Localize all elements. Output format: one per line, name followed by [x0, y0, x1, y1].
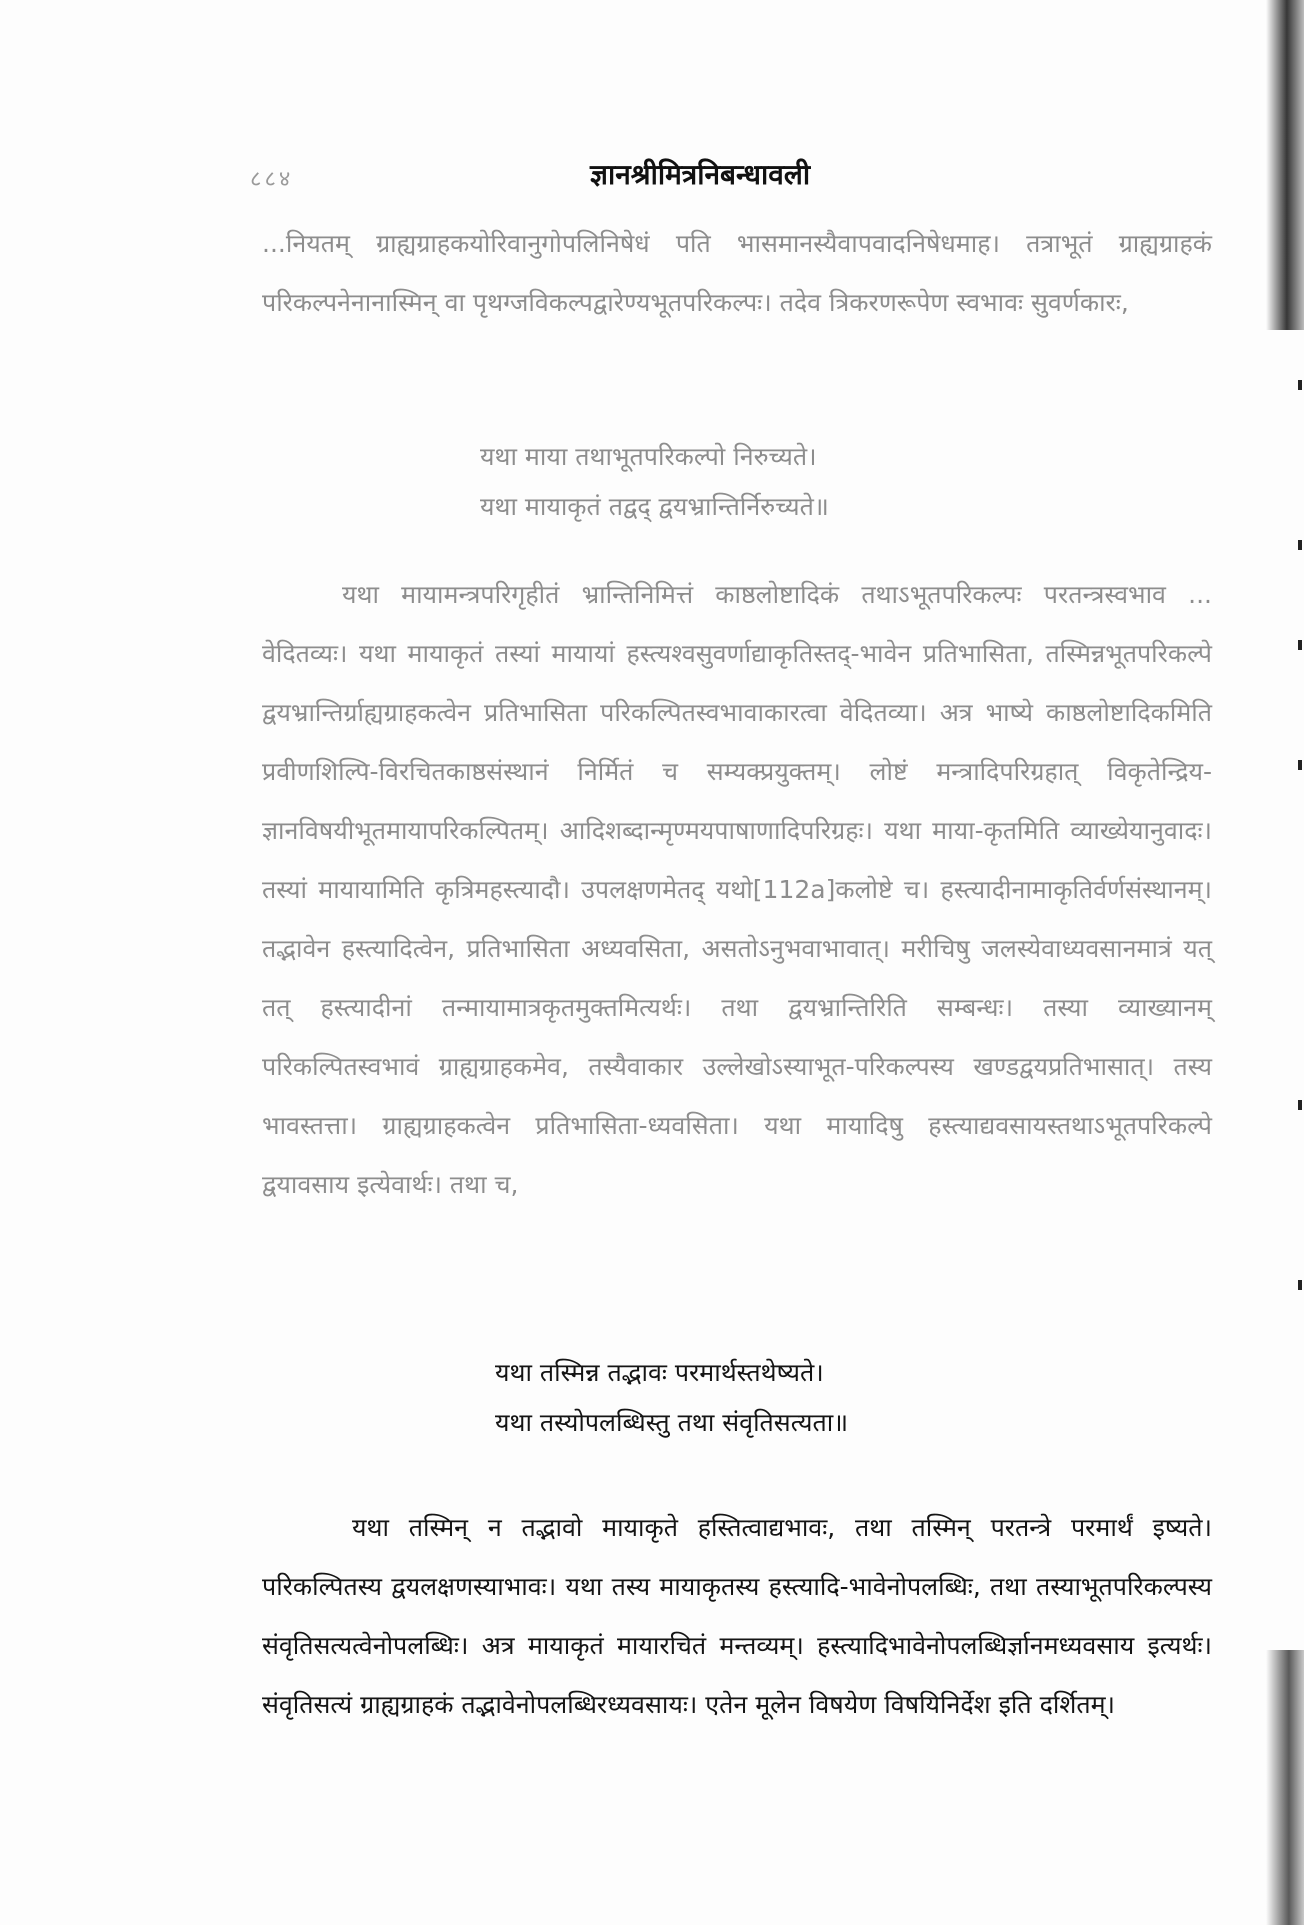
page-edge-mark — [1298, 540, 1302, 550]
page-header — [240, 155, 1210, 195]
page-edge-mark — [1298, 380, 1302, 390]
page-edge-shadow-bottom — [1266, 1650, 1304, 1925]
page-edge-mark — [1298, 1100, 1302, 1110]
paragraph-2: यथा मायामन्त्रपरिगृहीतं भ्रान्तिनिमित्तं काष्ठलोष्टादिकं तथाऽभूतपरिकल्पः परतन्त्रस्वभाव ... वेदितव्यः। यथा मायाकृतं तस्यां मायायां हस्त्यश्वसुवर्णाद्याकृतिस्तद्-भावेन प्रतिभासिता, तस्मिन्नभूतपरिकल्पे द्वयभ्रान्तिर्ग्राह्यग्राहकत्वेन प्रतिभासिता परिकल्पितस्वभावाकारत्वा वेदितव्या। अत्र भाष्ये काष्ठलोष्टादिकमिति प्रवीणशिल्पि-विरचितकाष्ठसंस्थानं निर्मितं च सम्यक्प्रयुक्तम्। लोष्टं मन्त्रादिपरिग्रहात् विकृतेन्द्रिय-ज्ञानविषयीभूतमायापरिकल्पितम्। आदिशब्दान्मृण्मयपाषाणादिपरिग्रहः। यथा माया-कृतमिति व्याख्येयानुवादः। तस्यां मायायामिति कृत्रिमहस्त्यादौ। उपलक्षणमेतद् यथो[112a]कलोष्टे च। हस्त्यादीनामाकृतिर्वर्णसंस्थानम्। तद्भावेन हस्त्यादित्वेन, प्रतिभासिता अध्यवसिता, असतोऽनुभवाभावात्। मरीचिषु जलस्येवाध्यवसानमात्रं यत् तत् हस्त्यादीनां तन्मायामात्रकृतमुक्तमित्यर्थः। तथा द्वयभ्रान्तिरिति सम्बन्धः। तस्या व्याख्यानम् परिकल्पितस्वभावं ग्राह्यग्राहकमेव, तस्यैवाकार उल्लेखोऽस्याभूत-परिकल्पस्य खण्डद्वयप्रतिभासात्। तस्य भावस्तत्ता। ग्राह्यग्राहकत्वेन प्रतिभासिता-ध्यवसिता। यथा मायादिषु हस्त्याद्यवसायस्तथाऽभूतपरिकल्पे द्वयावसाय इत्येवार्थः। तथा च, — [262, 580, 1212, 1199]
verse-2-line-2: यथा तस्योपलब्धिस्तु तथा संवृतिसत्यता॥ — [495, 1408, 849, 1437]
verse-2-line-1: यथा तस्मिन्न तद्भावः परमार्थस्तथेष्यते। — [495, 1358, 824, 1387]
page-edge-mark — [1298, 1280, 1302, 1290]
verse-2 — [495, 1348, 848, 1448]
page-edge-mark — [1298, 760, 1302, 770]
verse-1 — [480, 432, 829, 532]
paragraph-1: ...नियतम् ग्राह्यग्राहकयोरिवानुगोपलिनिषेधं पति भासमानस्यैवापवादनिषेधमाह। तत्राभूतं ग्राह्यग्राहकं परिकल्पनेनानास्मिन् वा पृथग्जविकल्पद्वारेण्यभूतपरिकल्पः। तदेव त्रिकरणरूपेण स्वभावः सुवर्णकारः, — [262, 229, 1212, 317]
running-title: ज्ञानश्रीमित्रनिबन्धावली — [590, 158, 811, 191]
paragraph-3: यथा तस्मिन् न तद्भावो मायाकृते हस्तित्वाद्यभावः, तथा तस्मिन् परतन्त्रे परमार्थं इष्यते। परिकल्पितस्य द्वयलक्षणस्याभावः। यथा तस्य मायाकृतस्य हस्त्यादि-भावेनोपलब्धिः, तथा तस्याभूतपरिकल्पस्य संवृतिसत्यत्वेनोपलब्धिः। अत्र मायाकृतं मायारचितं मन्तव्यम्। हस्त्यादिभावेनोपलब्धिर्ज्ञानमध्यवसाय इत्यर्थः। संवृतिसत्यं ग्राह्यग्राहकं तद्भावेनोपलब्धिरध्यवसायः। एतेन मूलेन विषयेण विषयिनिर्देश इति दर्शितम्। — [262, 1513, 1212, 1719]
page-edge-shadow-top — [1266, 0, 1304, 330]
page-number: ८८४ — [250, 167, 294, 192]
verse-1-line-1: यथा माया तथाभूतपरिकल्पो निरुच्यते। — [480, 442, 817, 471]
page-edge-mark — [1298, 640, 1302, 650]
verse-1-line-2: यथा मायाकृतं तद्वद् द्वयभ्रान्तिर्निरुच्यते॥ — [480, 492, 829, 521]
